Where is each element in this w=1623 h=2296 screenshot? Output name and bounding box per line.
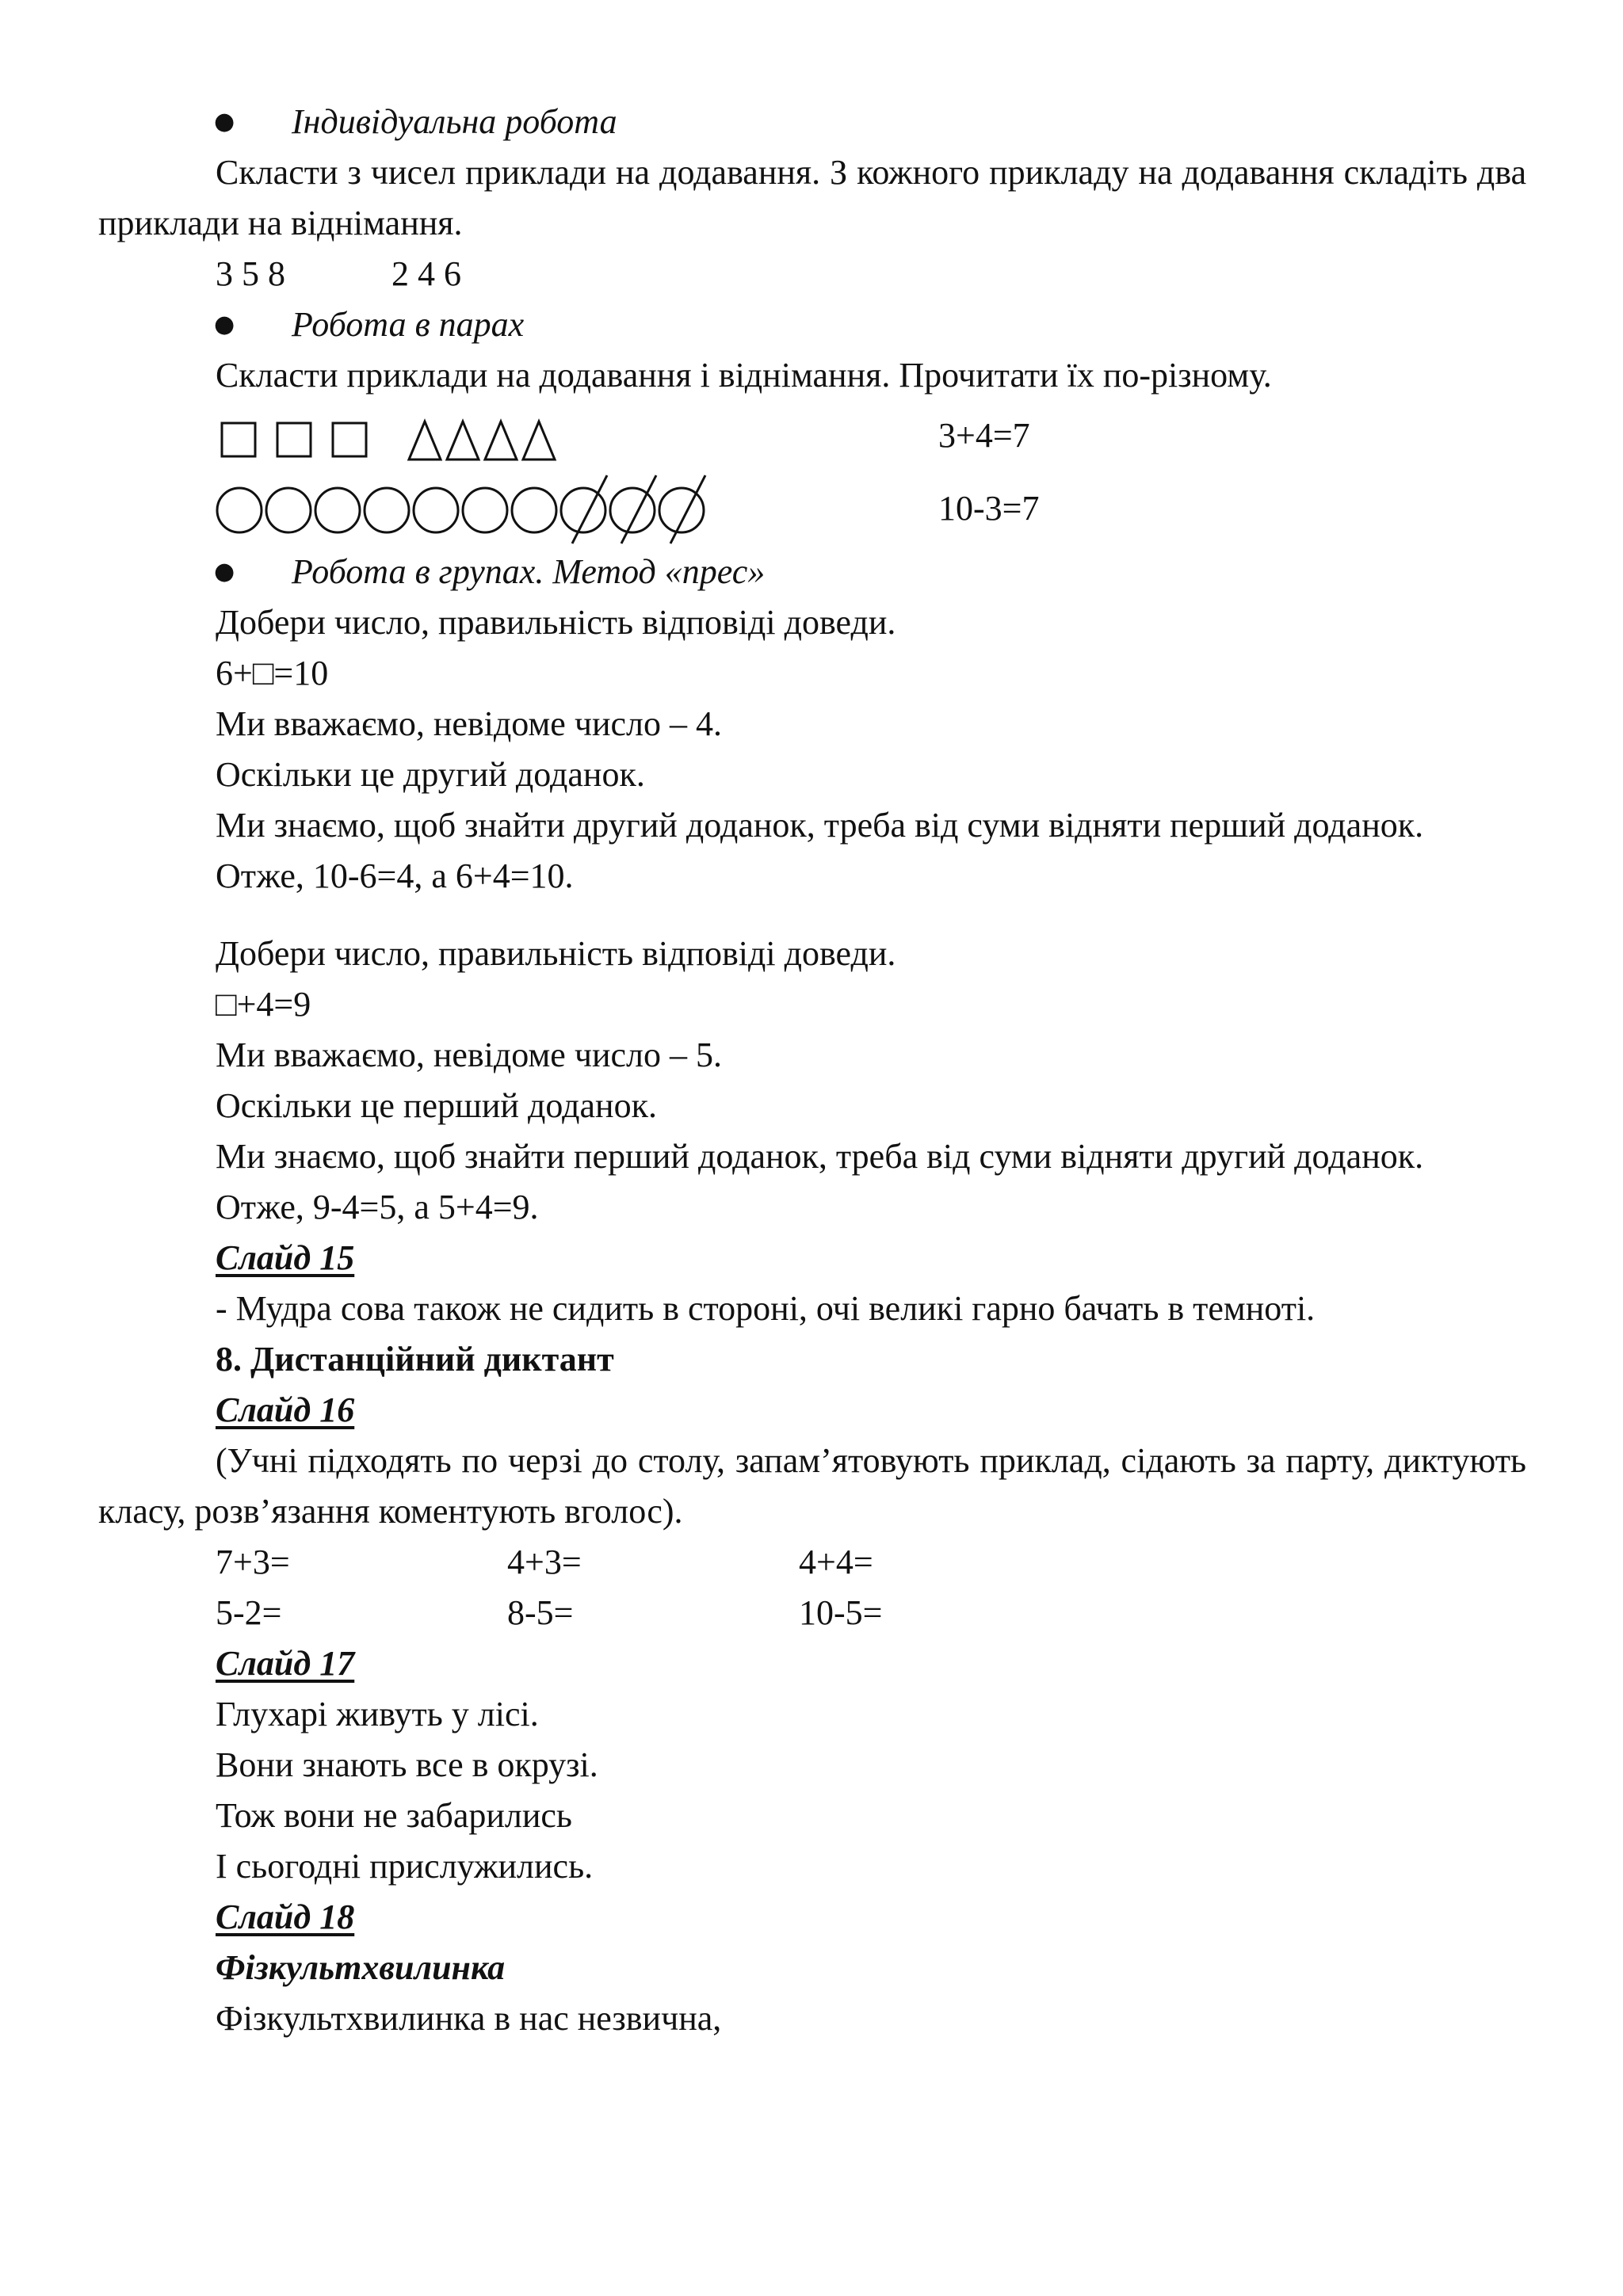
circles-figure: [216, 471, 976, 547]
group2-line: Оскільки це перший доданок.: [216, 1086, 657, 1125]
slide-17-title: Слайд 17: [216, 1644, 355, 1683]
cross-out-line: [670, 475, 705, 543]
group1-line: Отже, 10-6=4, а 6+4=10.: [216, 856, 574, 895]
slide-15-title: Слайд 15: [216, 1238, 355, 1277]
circles-svg: [216, 471, 976, 547]
poem-line: Вони знають все в окрузі.: [216, 1745, 598, 1784]
example: 4+4=: [799, 1543, 873, 1581]
slide-18-subtitle: Фізкультхвилинка: [216, 1948, 506, 1987]
group1-line: Ми вважаємо, невідоме число – 4.: [216, 704, 722, 743]
bullet-groups: [98, 547, 1526, 597]
numbers-b: 2 4 6: [391, 254, 461, 293]
group2-line: Ми знаємо, щоб знайти перший доданок, треба від суми відняти другий доданок.: [216, 1137, 1424, 1176]
group1-line: Оскільки це другий доданок.: [216, 755, 645, 794]
group2-line: Отже, 9-4=5, а 5+4=9.: [216, 1188, 539, 1226]
group2-line: □+4=9: [216, 985, 311, 1024]
square-shape: [277, 423, 311, 456]
triangle-shape: [447, 421, 479, 460]
numbers-a: 3 5 8: [216, 254, 285, 293]
bullet-dot: ●: [214, 108, 235, 135]
triangle-shape: [409, 421, 441, 460]
example: 4+3=: [507, 1543, 582, 1581]
bullet-individual: [98, 97, 1526, 147]
group1-line: 6+□=10: [216, 654, 329, 692]
slide-16-title: Слайд 16: [216, 1390, 355, 1429]
poem-line: І сьогодні прислужились.: [216, 1847, 594, 1886]
cross-out-line: [572, 475, 607, 543]
bullet-dot: ●: [214, 311, 235, 338]
poem-line: Глухарі живуть у лісі.: [216, 1695, 539, 1733]
slide-18-title: Слайд 18: [216, 1897, 355, 1936]
poem-line: Тож вони не забарились: [216, 1796, 572, 1835]
circle-shape: [463, 488, 507, 532]
circle-shape: [315, 488, 360, 532]
equation-2: 10-3=7: [938, 489, 1040, 528]
group1-line: Ми знаємо, щоб знайти другий доданок, треба від суми відняти перший доданок.: [216, 806, 1424, 845]
numbers-row: [98, 249, 1526, 299]
circle-shape: [217, 488, 262, 532]
circle-shape: [561, 488, 605, 532]
circle-shape: [659, 488, 704, 532]
triangle-shape: [523, 421, 555, 460]
circle-shape: [512, 488, 556, 532]
circle-shape: [266, 488, 311, 532]
group2-line: Ми вважаємо, невідоме число – 5.: [216, 1035, 722, 1074]
heading-individual: Індивідуальна робота: [292, 102, 617, 141]
slide-18-line: Фізкультхвилинка в нас незвична,: [216, 1999, 722, 2038]
group2-line: Добери число, правильність відповіді доведи.: [216, 934, 896, 973]
slide-15-text: - Мудра сова також не сидить в стороні, очі великі гарно бачать в темноті.: [216, 1289, 1316, 1328]
square-shape: [333, 423, 366, 456]
example: 10-5=: [799, 1593, 883, 1632]
task-individual: Скласти з чисел приклади на додавання. З кожного прикладу на додавання складіть два приклади на віднімання.: [98, 153, 1526, 242]
circle-shape: [414, 488, 458, 532]
bullet-pairs: [98, 299, 1526, 350]
example: 8-5=: [507, 1593, 574, 1632]
dictation-row-2: [98, 1588, 1526, 1638]
circle-shape: [610, 488, 655, 532]
dictation-text: (Учні підходять по черзі до столу, запам’ятовують приклад, сідають за парту, диктують класу, розв’язання коментують вголос).: [98, 1441, 1526, 1531]
task-pairs: Скласти приклади на додавання і віднімання. Прочитати їх по-різному.: [216, 356, 1272, 395]
triangle-shape: [485, 421, 517, 460]
square-shape: [222, 423, 255, 456]
example: 7+3=: [216, 1543, 290, 1581]
group1-line: Добери число, правильність відповіді доведи.: [216, 603, 896, 642]
bullet-dot: ●: [214, 558, 235, 585]
spacer: [98, 902, 1526, 929]
dictation-heading: 8. Дистанційний диктант: [216, 1340, 614, 1379]
example: 5-2=: [216, 1593, 282, 1632]
heading-groups: Робота в групах. Метод «прес»: [292, 552, 766, 591]
squares-triangles-figure: [216, 401, 976, 471]
shapes-row-2: [98, 471, 1526, 547]
equation-1: 3+4=7: [938, 416, 1030, 455]
shapes-row-1: [98, 401, 1526, 471]
circle-shape: [365, 488, 409, 532]
heading-pairs: Робота в парах: [292, 305, 525, 344]
dictation-row-1: [98, 1537, 1526, 1588]
cross-out-line: [621, 475, 656, 543]
squares-triangles-svg: [216, 401, 976, 471]
